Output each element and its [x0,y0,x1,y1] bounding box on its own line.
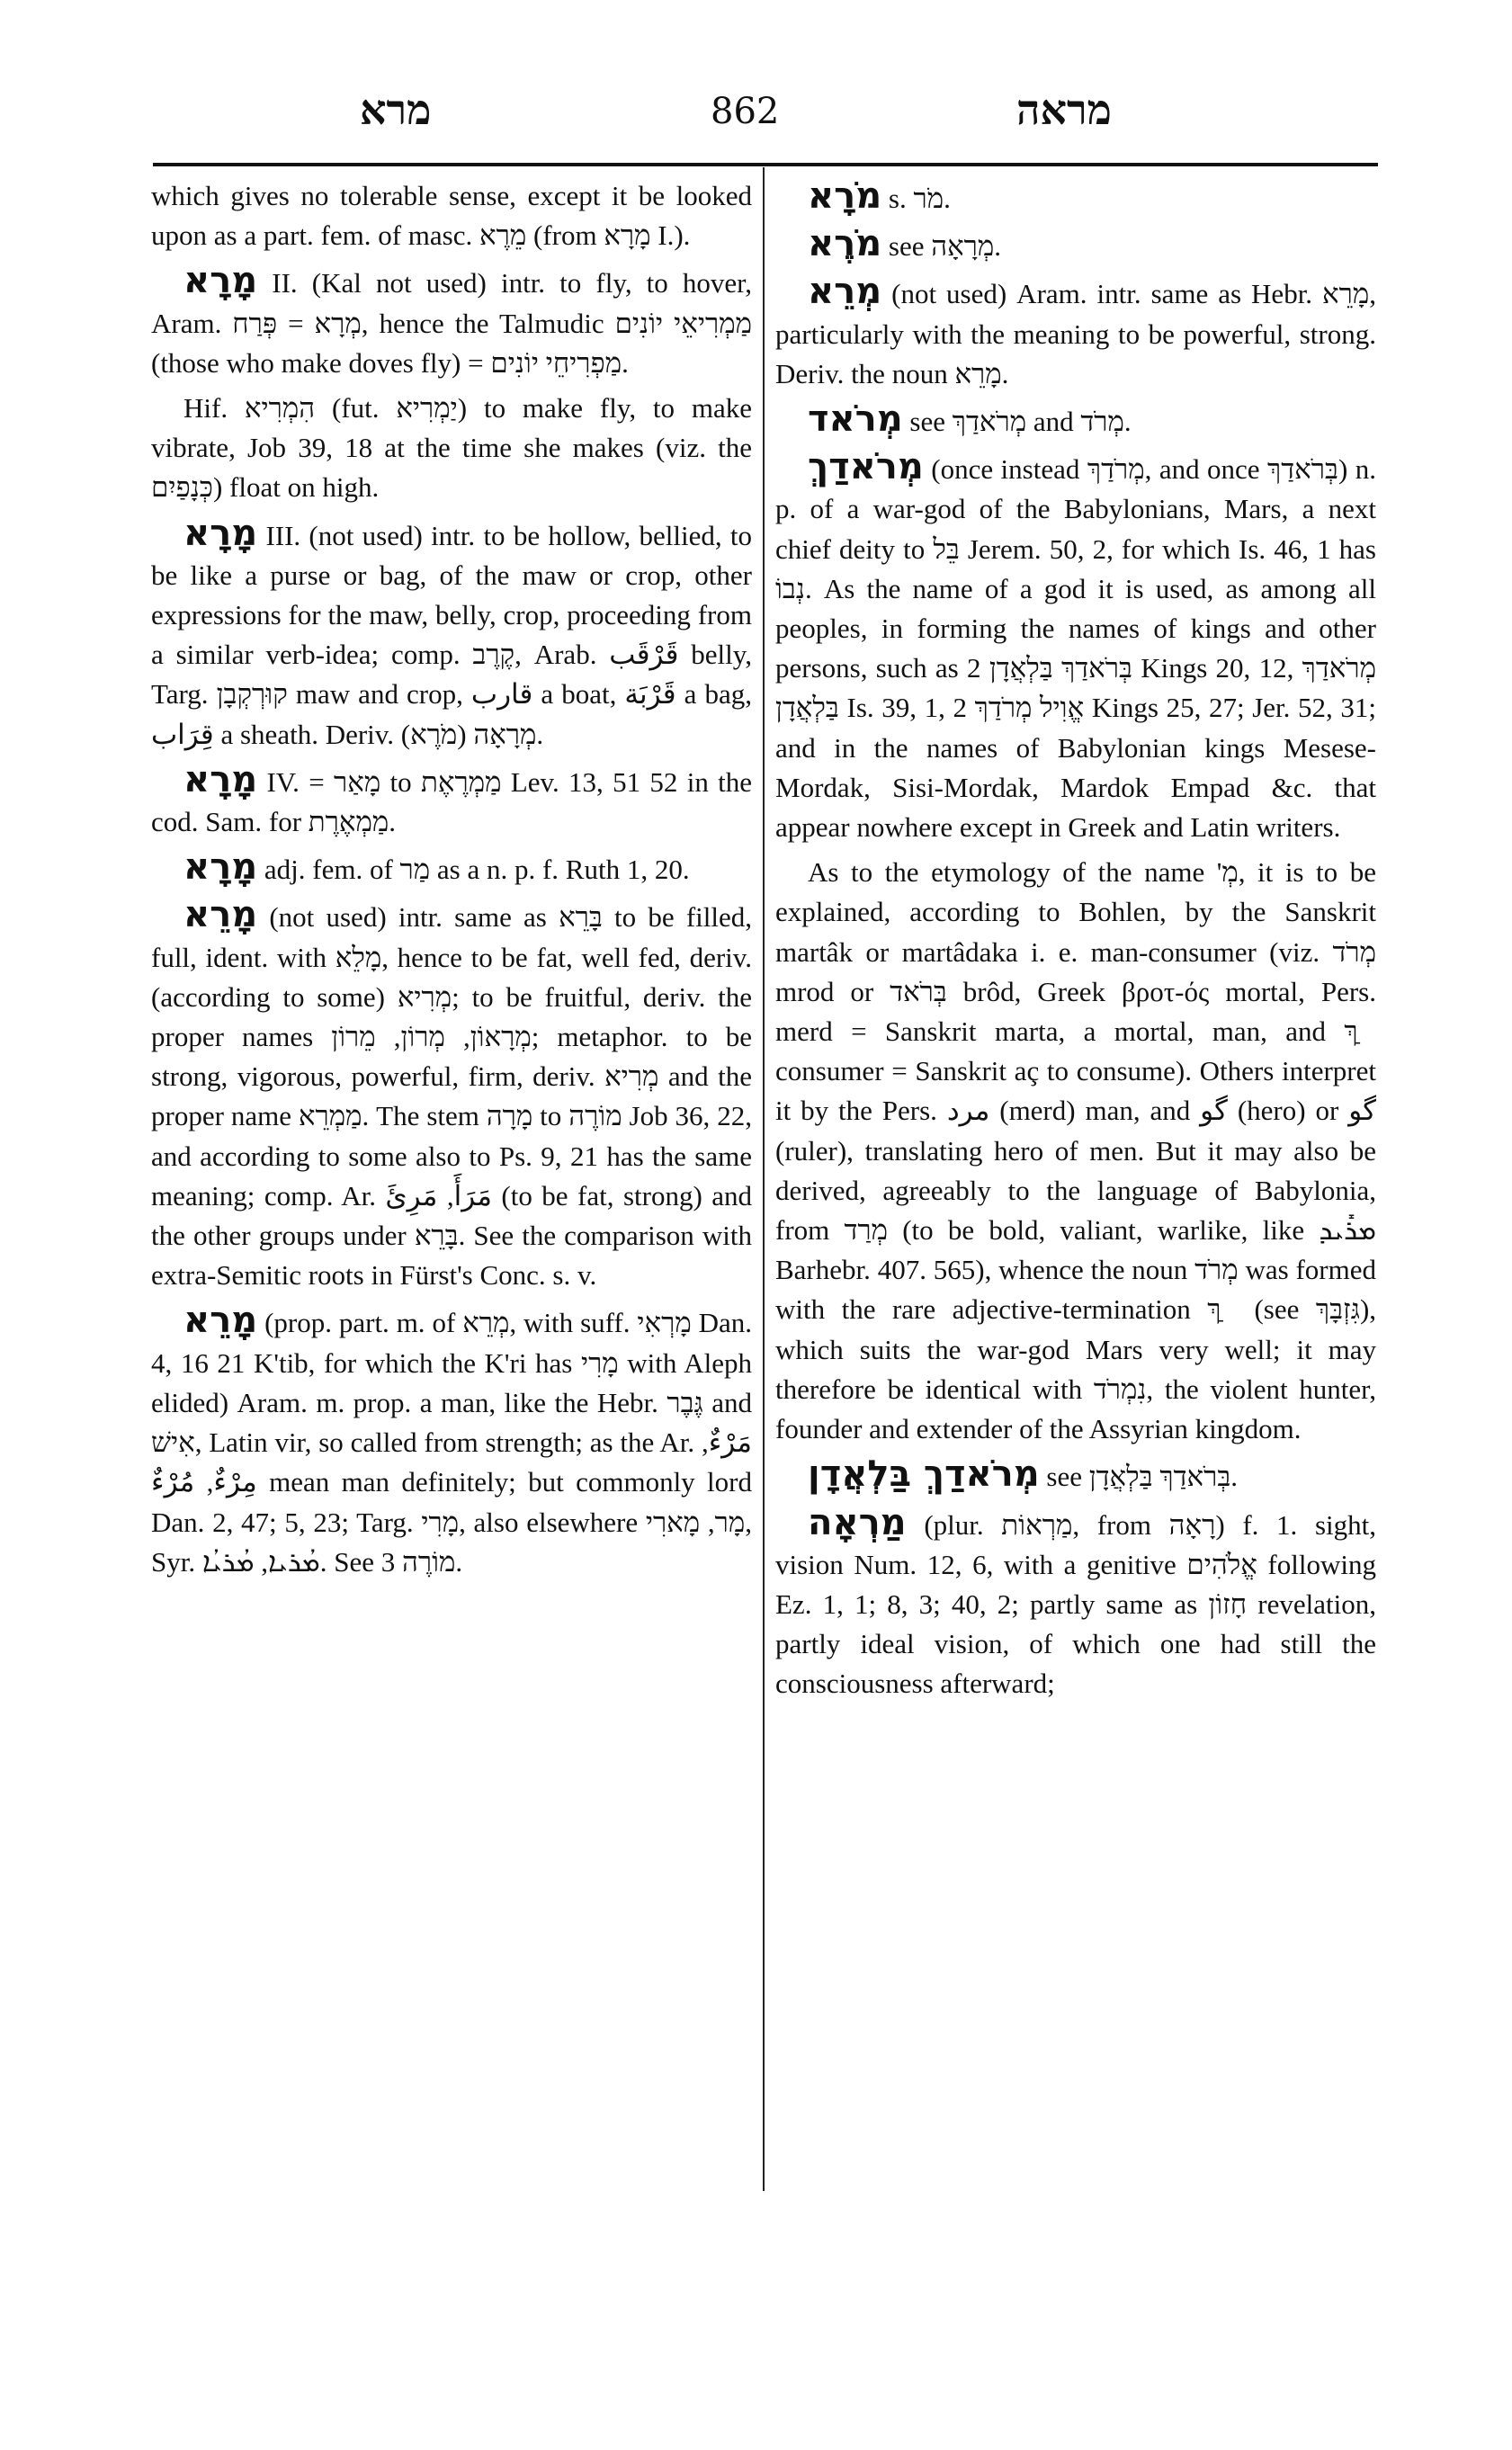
dictionary-entry [775,224,1376,266]
entry-text: see מְרָאָה. [888,230,1002,263]
entry-text: II. (Kal not used) intr. to fly, to hover, Aram. מְרָא = פְּרַח, hence the Talmudic מַמְרִיאֵי יוֹנִים (those who make doves fly) = מַפְרִיחֵי יוֹנִים. [151,267,753,379]
entry-text: (prop. part. m. of מְרֵא, with suff. מָרְאִי Dan. 4, 16 21 K'tib, for which the K'ri has מָרִי with Aleph elided) Aram. m. prop. a man, like the Hebr. גֶּבֶר and אִישׁ, Latin vir, so called from strength; as the Ar. مَرْءٌ, مِرْءٌ, مُرْءٌ mean man definitely; but commonly lord Dan. 2, 47; 5, 23; Targ. מָרִי, also elsewhere מָר, מָארִי, Syr. ܡܳܪܝܐ, ܡܳܪܝܳܐ. See מוֹרֶה 3. [151,1307,753,1578]
entry-text: Hif. הִמְרִיא (fut. יַמְרִיא) to make fly, to make vibrate, Job 39, 18 at the time she makes (viz. the כְּנָפַיִם) float on high. [151,392,753,504]
dictionary-entry [775,853,1376,1449]
dictionary-entry [775,272,1376,394]
headword: מְרֵא [808,271,882,313]
headword: מָרֵא [183,1300,258,1342]
page-number: 862 [711,91,780,132]
dictionary-entry [151,261,752,383]
headword: מָרֵא [183,894,258,936]
dictionary-entry [775,176,1376,219]
entry-text: As to the etymology of the name 'מְ, it is to be explained, according to Bohlen, by the Sanskrit martâk or martâdaka i. e. man-consumer (viz. מְרֹד mrod or בְּרֹאד brôd, Greek βροτ-ός mortal, Pers. merd = Sanskrit marta, a mortal, man, and ךְ ַ consumer = Sanskrit aç to consume). Others interpret it by the Pers. مرد (merd) man, and گو (hero) or گو (ruler), translating hero of men. But it may also be derived, agreeably to the language of Babylonia, from מְרַד (to be bold, valiant, warlike, like ܡܪܺܝܕ Barhebr. 407. 565), whence the noun מְרֹד was formed with the rare adjective-termination ךְ ַ (see גִּזְבָּךְ), which suits the war-god Mars very well; it may therefore be identical with נִמְרֹד, the violent hunter, founder and extender of the Assyrian kingdom. [775,856,1377,1445]
entry-text: see מְרֹאדַךְ and מְרֹד. [909,406,1132,438]
dictionary-entry [151,1301,752,1581]
dictionary-entry [151,514,752,755]
dictionary-entry [775,1503,1376,1704]
dictionary-entry [775,399,1376,442]
dictionary-entry [151,895,752,1295]
headword: מַרְאָה [808,1501,907,1543]
headword: מְרֹאדַךְ [808,446,924,488]
entry-text: (plur. מַרְאוֹת, from רָאָה) f. 1. sight, vision Num. 12, 6, with a genitive אֱלֹהִים following Ez. 1, 1; 8, 3; 40, 2; partly same as חָזוֹן revelation, partly ideal vision, of which one had still the consciousness afterward; [775,1508,1377,1700]
right-column [775,176,1376,1710]
entry-text: s. מֹר. [888,183,951,214]
dictionary-entry [775,447,1376,847]
entry-text: III. (not used) intr. to be hollow, bellied, to be like a purse or bag, of the maw or crop, other expressions for the maw, belly, crop, proceeding from a similar verb-idea; comp. קֶרֶב, Arab. قَرْقَب belly, Targ. קוּרְקְבָן maw and crop, قارب a boat, قَرْبَة a bag, قِرَاب a sheath. Deriv. מְרָאָה (מֹרֶא). [151,519,752,750]
entry-text: which gives no tolerable sense, except it be looked upon as a part. fem. of masc. מֵרֶא (from מָרָא I.). [151,180,752,252]
headword: מְרֹאד [808,398,903,441]
entry-text: adj. fem. of מַר as a n. p. f. Ruth 1, 20. [264,854,690,886]
entry-text: (once instead מְרֹדַךְ, and once בְּרֹאדַךְ) n. p. of a war-god of the Babylonians, Mars, a next chief deity to בֵּל Jerem. 50, 2, for which Is. 46, 1 has נְבוֹ. As the name of a god it is used, as among all peoples, in forming the names of kings and other persons, such as בְּרֹאדַךְ בַּלְאֲדָן 2 Kings 20, 12, מְרֹאדַךְ בַּלְאֲדָן Is. 39, 1, אֱוִיל מְרֹדַךְ 2 Kings 25, 27; Jer. 52, 31; and in the names of Babylonian kings Mesese-Mordak, Sisi-Mordak, Mardok Empad &c. that appear nowhere except in Greek and Latin writers. [775,453,1377,844]
dictionary-entry [151,389,752,508]
dictionary-entry [151,847,752,890]
dictionary-entry [151,760,752,842]
header-right-word: מראה [1016,85,1112,134]
headword: מָרָא [183,260,258,302]
headword: מָרָא [183,758,258,800]
running-header [153,85,1376,157]
entry-text: (not used) Aram. intr. same as Hebr. מָרֵא, particularly with the meaning to be powerful, strong. Deriv. the noun מָרֵא. [775,278,1377,389]
headword: מְרֹאדַךְ בַּלְאֲדָן [808,1453,1040,1496]
headword: מָרָא [183,512,258,554]
dictionary-entry [151,176,752,255]
entry-text: see בְּרֹאדַךְ בַּלְאֲדָן. [1046,1461,1239,1493]
header-left-word: מרא [360,85,432,134]
headword: מֹרֶא [808,223,882,265]
dictionary-entry [775,1454,1376,1497]
headword: מֹרָא [808,175,882,217]
entry-text: (not used) intr. same as בָּרֵא to be filled, full, ident. with מָלֵא, hence to be fat, well fed, deriv. (according to some) מְרִיא; to be fruitful, deriv. the proper names מְרָאוֹן, מְרוֹן, מֵרוֹן; metaphor. to be strong, vigorous, powerful, firm, deriv. מְרִיא and the proper name מַמְרֵא. The stem מָרָה to מוֹרֶה Job 36, 22, and according to some also to Ps. 9, 21 has the same meaning; comp. Ar. مَرَأَ, مَرِئَ (to be fat, strong) and the other groups under בָּרֵא. See the comparison with extra-Semitic roots in Fürst's Conc. s. v. [151,901,753,1292]
entry-text: IV. = מָאַר to מַמְרֶאֶת Lev. 13, 51 52 in the cod. Sam. for מַמְאֶרֶת. [151,765,752,838]
column-divider [763,167,765,2191]
header-rule [153,163,1378,166]
left-column [151,176,752,1587]
headword: מָרָא [183,846,258,889]
